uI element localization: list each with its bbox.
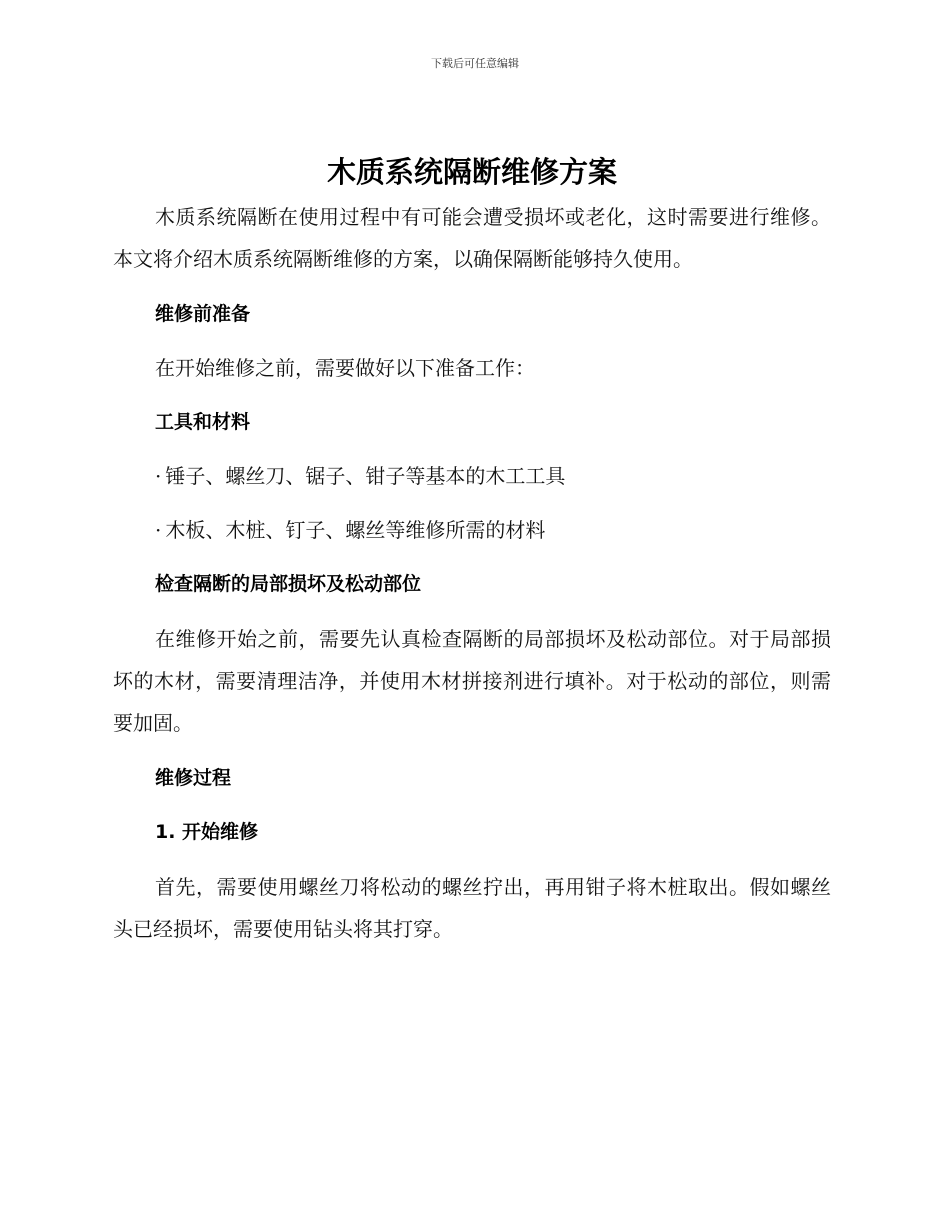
section-heading-process: 维修过程	[155, 767, 232, 789]
page-header-note: 下载后可任意编辑	[431, 57, 519, 70]
list-item	[113, 510, 831, 550]
bullet-icon: ·	[155, 464, 162, 488]
check-paragraph: 在维修开始之前，需要先认真检查隔断的局部损坏及松动部位。对于局部损坏的木材，需要清理洁净，并使用木材拼接剂进行填补。对于松动的部位，则需要加固。	[113, 627, 831, 735]
section-heading-prep: 维修前准备	[155, 303, 251, 325]
prep-paragraph: 在开始维修之前，需要做好以下准备工作：	[155, 356, 535, 380]
intro-paragraph: 木质系统隔断在使用过程中有可能会遭受损坏或老化，这时需要进行维修。本文将介绍木质系统隔断维修的方案，以确保隔断能够持久使用。	[113, 205, 831, 271]
section-heading-check: 检查隔断的局部损坏及松动部位	[155, 573, 422, 595]
list-item-text: 木板、木桩、钉子、螺丝等维修所需的材料	[165, 518, 546, 542]
step1-paragraph: 首先，需要使用螺丝刀将松动的螺丝拧出，再用钳子将木桩取出。假如螺丝头已经损坏，需要使用钻头将其打穿。	[113, 875, 831, 941]
document-body	[113, 150, 831, 950]
section-heading-tools: 工具和材料	[155, 411, 251, 433]
step-heading-1: 1. 开始维修	[155, 821, 259, 843]
document-title: 木质系统隔断维修方案	[326, 155, 617, 189]
list-item-text: 锤子、螺丝刀、锯子、钳子等基本的木工工具	[165, 464, 566, 488]
list-item	[113, 456, 831, 496]
bullet-icon: ·	[155, 518, 162, 542]
